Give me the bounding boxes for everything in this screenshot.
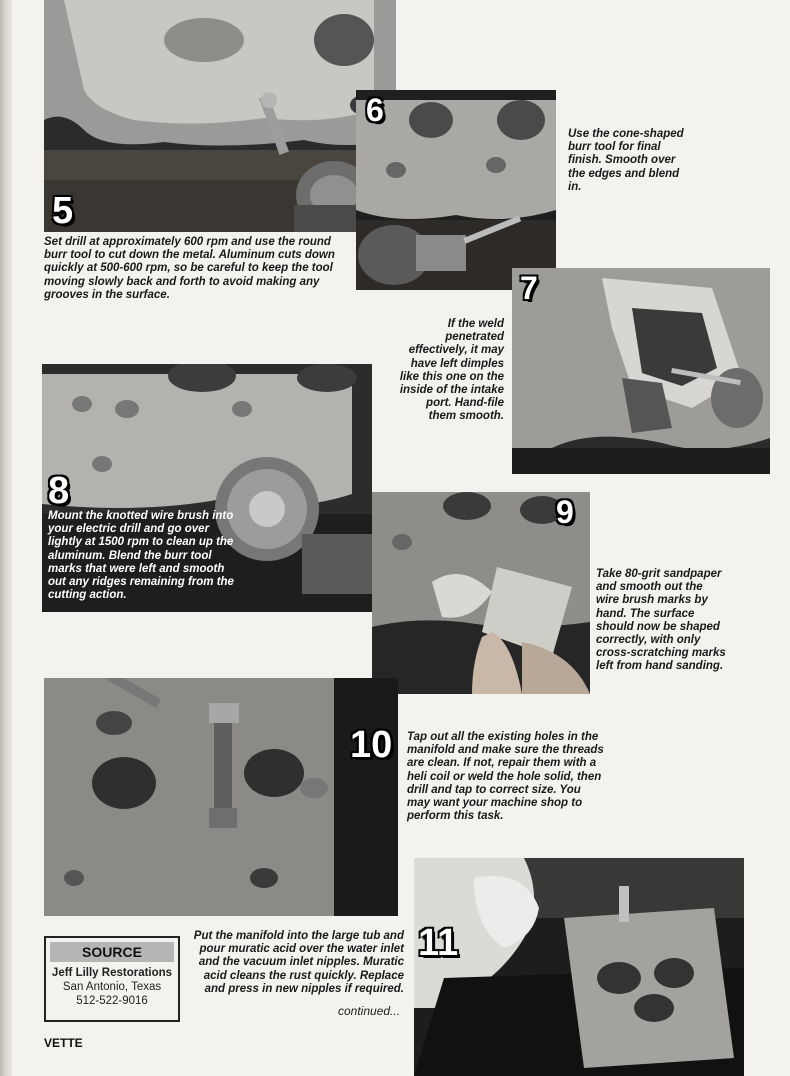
photo-step-5 bbox=[44, 0, 396, 232]
source-phone: 512-522-9016 bbox=[76, 995, 148, 1007]
footer-magazine-name: VETTE bbox=[44, 1036, 83, 1050]
step-number-5: 5 bbox=[52, 190, 74, 232]
caption-step-5: Set drill at approximately 600 rpm and use the round burr tool to cut down the metal. Aluminum cuts down quickly at 500-600 rpm, so be careful to keep the tool moving slowly back and forth to avoid making any grooves in the surface. bbox=[44, 236, 335, 301]
photo-step-7 bbox=[512, 268, 770, 474]
caption-step-8: Mount the knotted wire brush into your electric drill and go over lightly at 1500 rpm to clean up the aluminum. Blend the burr tool marks that were left and smooth out any ridges remaining from the cutting action. bbox=[48, 510, 234, 602]
source-heading: SOURCE bbox=[50, 942, 174, 962]
source-location: San Antonio, Texas bbox=[62, 981, 162, 993]
photo-step-9 bbox=[372, 492, 590, 694]
photo-step-6 bbox=[356, 90, 556, 290]
photo-step-10 bbox=[44, 678, 398, 916]
caption-step-11: Put the manifold into the large tub and pour muratic acid over the water inlet and the vacuum inlet nipples. Muratic acid cleans the rust quickly. Replace and press in new nipples if required. bbox=[193, 930, 404, 995]
caption-step-7: If the weld penetrated effectively, it may have left dimples like this one on the inside of the intake port. Hand-file them smooth. bbox=[399, 318, 504, 423]
step-number-8: 8 bbox=[48, 470, 70, 512]
source-name: Jeff Lilly Restorations bbox=[51, 967, 173, 979]
step-number-11: 11 bbox=[418, 922, 459, 964]
continued-text: continued... bbox=[338, 1004, 401, 1018]
source-box bbox=[44, 936, 180, 1022]
page-spine-shadow bbox=[0, 0, 12, 1076]
step-number-7: 7 bbox=[520, 270, 538, 306]
step-number-6: 6 bbox=[366, 92, 384, 128]
step-number-9: 9 bbox=[556, 494, 574, 530]
caption-step-6: Use the cone-shaped burr tool for final finish. Smooth over the edges and blend in. bbox=[568, 128, 684, 193]
caption-step-10: Tap out all the existing holes in the manifold and make sure the threads are clean. If not, repair them with a heli coil or weld the hole solid, then drill and tap to correct size. You may want your machine shop to perform this task. bbox=[407, 731, 604, 823]
step-number-10: 10 bbox=[350, 724, 393, 766]
caption-step-9: Take 80-grit sandpaper and smooth out the wire brush marks by hand. The surface should now be shaped correctly, with only cross-scratching marks left from hand sanding. bbox=[596, 568, 726, 673]
photo-step-11 bbox=[414, 858, 744, 1076]
